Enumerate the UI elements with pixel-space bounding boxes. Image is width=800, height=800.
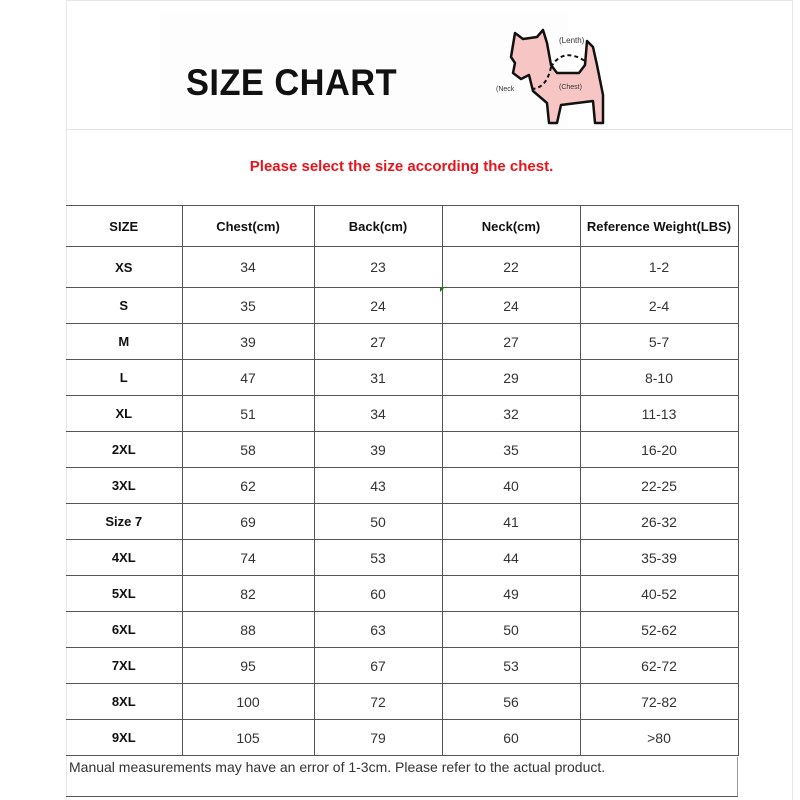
back-cell: 60 <box>314 576 442 612</box>
chest-cell: 47 <box>182 360 314 396</box>
back-cell: 79 <box>314 720 442 756</box>
back-cell: 63 <box>314 612 442 648</box>
neck-cell: 40 <box>442 468 580 504</box>
page-title: SIZE CHART <box>186 62 398 103</box>
column-header-chest: Chest(cm) <box>182 206 314 247</box>
weight-cell: >80 <box>580 720 738 756</box>
weight-cell: 35-39 <box>580 540 738 576</box>
size-cell: Size 7 <box>66 504 182 540</box>
weight-cell: 22-25 <box>580 468 738 504</box>
neck-cell: 56 <box>442 684 580 720</box>
size-cell: 8XL <box>66 684 182 720</box>
weight-cell: 2-4 <box>580 288 738 324</box>
back-cell: 34 <box>314 396 442 432</box>
size-cell: 9XL <box>66 720 182 756</box>
table-row <box>66 648 738 684</box>
size-cell: 4XL <box>66 540 182 576</box>
header-divider <box>66 129 793 130</box>
table-row <box>66 576 738 612</box>
table-row <box>66 396 738 432</box>
size-cell: M <box>66 324 182 360</box>
size-cell: XS <box>66 247 182 288</box>
back-cell: 31 <box>314 360 442 396</box>
column-header-weight: Reference Weight(LBS) <box>580 206 738 247</box>
neck-cell: 24 <box>442 288 580 324</box>
size-cell: 2XL <box>66 432 182 468</box>
chest-cell: 51 <box>182 396 314 432</box>
chest-cell: 62 <box>182 468 314 504</box>
column-header-neck: Neck(cm) <box>442 206 580 247</box>
chest-cell: 82 <box>182 576 314 612</box>
size-cell: L <box>66 360 182 396</box>
table-row <box>66 360 738 396</box>
svg-text:(Lenth): (Lenth) <box>559 36 585 45</box>
dog-measurement-diagram-icon <box>493 25 633 130</box>
neck-cell: 29 <box>442 360 580 396</box>
chest-cell: 88 <box>182 612 314 648</box>
neck-cell: 53 <box>442 648 580 684</box>
weight-cell: 5-7 <box>580 324 738 360</box>
neck-cell: 44 <box>442 540 580 576</box>
back-cell: 43 <box>314 468 442 504</box>
back-cell: 72 <box>314 684 442 720</box>
back-cell: 39 <box>314 432 442 468</box>
table-row <box>66 612 738 648</box>
column-header-back: Back(cm) <box>314 206 442 247</box>
table-header-row <box>66 206 738 247</box>
back-cell: 50 <box>314 504 442 540</box>
neck-cell: 49 <box>442 576 580 612</box>
table-row <box>66 540 738 576</box>
neck-cell: 41 <box>442 504 580 540</box>
back-cell: 24 <box>314 288 442 324</box>
table-row <box>66 288 738 324</box>
size-cell: S <box>66 288 182 324</box>
table-row <box>66 720 738 756</box>
table-row <box>66 504 738 540</box>
chest-cell: 39 <box>182 324 314 360</box>
neck-cell: 50 <box>442 612 580 648</box>
weight-cell: 40-52 <box>580 576 738 612</box>
chest-cell: 69 <box>182 504 314 540</box>
svg-text:(Neck: (Neck <box>496 86 515 93</box>
weight-cell: 1-2 <box>580 247 738 288</box>
size-cell: 5XL <box>66 576 182 612</box>
table-row <box>66 432 738 468</box>
back-cell: 67 <box>314 648 442 684</box>
chest-cell: 34 <box>182 247 314 288</box>
neck-cell: 27 <box>442 324 580 360</box>
neck-cell: 60 <box>442 720 580 756</box>
size-cell: XL <box>66 396 182 432</box>
neck-cell: 32 <box>442 396 580 432</box>
measurement-disclaimer: Manual measurements may have an error of 1-3cm. Please refer to the actual product. <box>66 757 738 797</box>
chest-cell: 95 <box>182 648 314 684</box>
chest-cell: 74 <box>182 540 314 576</box>
size-selection-notice: Please select the size according the chest. <box>249 158 554 175</box>
back-cell: 23 <box>314 247 442 288</box>
neck-cell: 22 <box>442 247 580 288</box>
svg-text:(Chest): (Chest) <box>559 84 582 91</box>
cell-comment-marker <box>440 287 445 292</box>
weight-cell: 16-20 <box>580 432 738 468</box>
size-cell: 6XL <box>66 612 182 648</box>
weight-cell: 8-10 <box>580 360 738 396</box>
table-row <box>66 324 738 360</box>
back-cell: 53 <box>314 540 442 576</box>
chest-cell: 100 <box>182 684 314 720</box>
table-row <box>66 247 738 288</box>
neck-cell: 35 <box>442 432 580 468</box>
table-row <box>66 684 738 720</box>
back-cell: 27 <box>314 324 442 360</box>
size-cell: 3XL <box>66 468 182 504</box>
weight-cell: 62-72 <box>580 648 738 684</box>
size-cell: 7XL <box>66 648 182 684</box>
chest-cell: 105 <box>182 720 314 756</box>
chest-cell: 35 <box>182 288 314 324</box>
table-row <box>66 468 738 504</box>
weight-cell: 72-82 <box>580 684 738 720</box>
weight-cell: 11-13 <box>580 396 738 432</box>
weight-cell: 26-32 <box>580 504 738 540</box>
size-table <box>66 205 739 756</box>
column-header-size: SIZE <box>66 206 182 247</box>
chest-cell: 58 <box>182 432 314 468</box>
weight-cell: 52-62 <box>580 612 738 648</box>
